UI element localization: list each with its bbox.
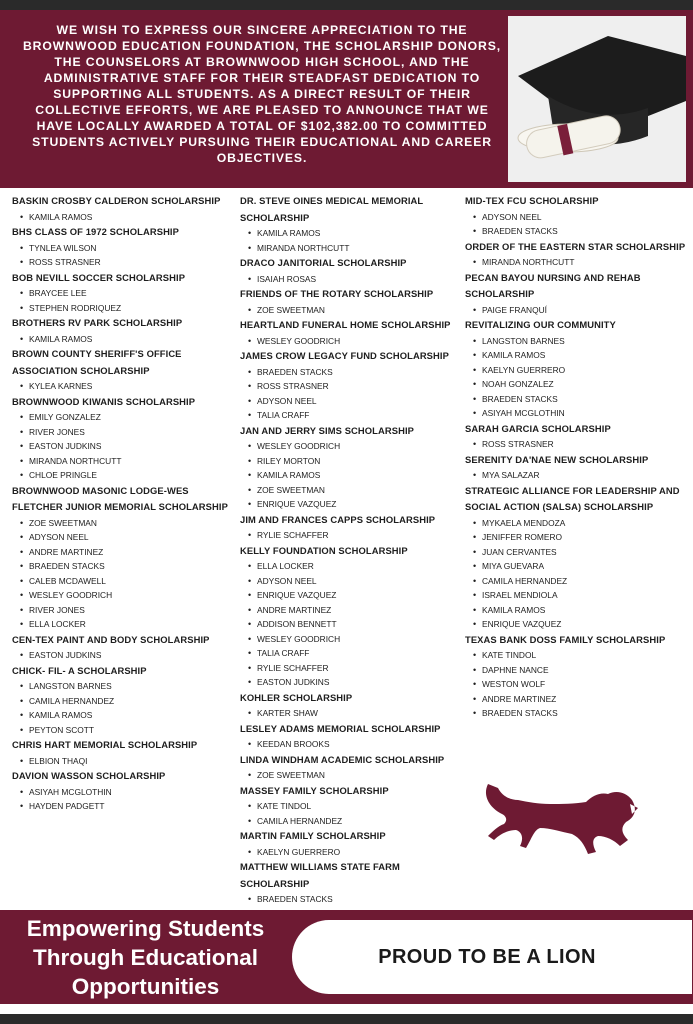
recipient-name: • WESLEY GOODRICH [248,334,460,349]
scholarship-name: MASSEY FAMILY SCHOLARSHIP [240,784,389,796]
scholarship-name: BROWNWOOD KIWANIS SCHOLARSHIP [12,395,196,407]
scholarship-name: REVITALIZING OUR COMMUNITY [465,319,616,330]
recipient-name: • NOAH GONZALEZ [473,377,691,392]
scholarship-name: LESLEY ADAMS MEMORIAL SCHOLARSHIP [240,722,441,734]
recipient-name: • STEPHEN RODRIQUEZ [20,301,234,316]
recipient-name: • MYKAELA MENDOZA [473,516,691,531]
header-banner [0,10,693,188]
recipient-list [12,286,234,315]
recipient-list [12,785,234,814]
recipient-name: • ISRAEL MENDIOLA [473,588,691,603]
recipient-name: • MIRANDA NORTHCUTT [248,241,460,256]
scholarship-name: MATTHEW WILLIAMS STATE FARM SCHOLARSHIP [240,861,400,889]
recipient-name: • KAELYN GUERRERO [473,363,691,378]
recipient-list [240,365,460,423]
recipient-name: • ZOE SWEETMAN [248,303,460,318]
recipient-name: • PAIGE FRANQUÍ [473,303,691,318]
recipient-name: • ADYSON NEEL [248,394,460,409]
recipient-name: • KAELYN GUERRERO [248,845,460,860]
recipient-name: • KAMILA RAMOS [248,226,460,241]
recipient-name: • ZOE SWEETMAN [248,768,460,783]
recipient-list [240,439,460,512]
recipient-list [240,737,460,752]
appreciation-text: WE WISH TO EXPRESS OUR SINCERE APPRECIATION TO THE BROWNWOOD EDUCATION FOUNDATION, THE SCHOLARSHIP DONORS, THE COUNSELORS AT BROWNWOOD HIGH SCHOOL, AND THE ADMINISTRATIVE STAFF FOR THEIR STEADFAST DEDICATION TO SUPPORTING ALL STUDENTS. AS A DIRECT RESULT OF THEIR COLLECTIVE EFFORTS, WE ARE PLEASED TO ANNOUNCE THAT WE HAVE LOCALLY AWARDED A TOTAL OF $102,382.00 TO COMMITTED STUDENTS ACTIVELY PURSUING THEIR EDUCATIONAL AND CAREER OBJECTIVES. [22,23,502,165]
recipient-name: • EASTON JUDKINS [248,675,460,690]
recipient-name: • ROSS STRASNER [473,437,691,452]
recipient-list [12,410,234,483]
recipient-list [465,210,691,239]
recipient-list [240,706,460,721]
recipient-name: • WESLEY GOODRICH [248,439,460,454]
scholarship-column-3 [465,193,691,721]
recipient-name: • TALIA CRAFF [248,646,460,661]
recipient-name: • PEYTON SCOTT [20,723,234,738]
recipient-list [240,892,460,907]
recipient-name: • KARTER SHAW [248,706,460,721]
scholarship-name: JIM AND FRANCES CAPPS SCHOLARSHIP [240,513,436,525]
scholarship-name: CHICK- FIL- A SCHOLARSHIP [12,664,147,676]
recipient-name: • ADYSON NEEL [20,530,234,545]
recipient-name: • ENRIQUE VAZQUEZ [473,617,691,632]
recipient-name: • ELBION THAQI [20,754,234,769]
recipient-list [240,768,460,783]
recipient-name: • ISAIAH ROSAS [248,272,460,287]
recipient-name: • ASIYAH MCGLOTHIN [473,406,691,421]
recipient-name: • TYNLEA WILSON [20,241,234,256]
recipient-name: • BRAEDEN STACKS [473,706,691,721]
recipient-name: • ADYSON NEEL [473,210,691,225]
recipient-list [12,754,234,769]
footer-banner [0,910,693,1004]
recipient-list [240,845,460,860]
recipient-name: • CALEB MCDAWELL [20,574,234,589]
scholarship-name: BROWN COUNTY SHERIFF'S OFFICE ASSOCIATION SCHOLARSHIP [12,348,182,376]
recipient-name: • JENIFFER ROMERO [473,530,691,545]
recipient-list [12,516,234,632]
graduation-photo [508,16,686,182]
graduation-cap-icon [508,16,686,182]
recipient-name: • KAMILA RAMOS [20,210,234,225]
recipient-name: • LANGSTON BARNES [20,679,234,694]
recipient-name: • BRAEDEN STACKS [473,392,691,407]
recipient-name: • KAMILA RAMOS [20,332,234,347]
scholarship-name: DAVION WASSON SCHOLARSHIP [12,770,166,781]
recipient-name: • LANGSTON BARNES [473,334,691,349]
recipient-name: • ZOE SWEETMAN [248,483,460,498]
recipient-list [465,255,691,270]
recipient-list [12,332,234,347]
recipient-name: • ZOE SWEETMAN [20,516,234,531]
scholarship-name: SARAH GARCIA SCHOLARSHIP [465,422,611,434]
recipient-name: • EASTON JUDKINS [20,648,234,663]
recipient-name: • HAYDEN PADGETT [20,799,234,814]
recipient-name: • ANDRE MARTINEZ [248,603,460,618]
scholarship-name: CEN-TEX PAINT AND BODY SCHOLARSHIP [12,633,210,645]
recipient-list [12,379,234,394]
recipient-name: • ASIYAH MCGLOTHIN [20,785,234,800]
recipient-list [240,303,460,318]
footer-title: Empowering Students Through Educational Opportunities [26,916,265,999]
scholarship-name: CHRIS HART MEMORIAL SCHOLARSHIP [12,739,198,750]
proud-lion-badge [292,920,692,994]
recipient-name: • RYLIE SCHAFFER [248,661,460,676]
scholarship-name: BASKIN CROSBY CALDERON SCHOLARSHIP [12,195,221,206]
scholarship-column-1 [12,193,234,814]
recipient-name: • KEEDAN BROOKS [248,737,460,752]
scholarship-name: SERENITY DA'NAE NEW SCHOLARSHIP [465,453,649,465]
scholarship-name: TEXAS BANK DOSS FAMILY SCHOLARSHIP [465,633,666,645]
scholarship-name: FRIENDS OF THE ROTARY SCHOLARSHIP [240,288,434,299]
scholarship-name: MARTIN FAMILY SCHOLARSHIP [240,830,386,841]
recipient-list [240,559,460,690]
scholarship-name: BROTHERS RV PARK SCHOLARSHIP [12,317,183,328]
recipient-name: • BRAEDEN STACKS [473,224,691,239]
recipient-name: • EASTON JUDKINS [20,439,234,454]
scholarship-name: JAN AND JERRY SIMS SCHOLARSHIP [240,424,415,436]
recipient-name: • RIVER JONES [20,603,234,618]
recipient-name: • BRAEDEN STACKS [248,365,460,380]
recipient-list [465,334,691,421]
scholarship-name: MID-TEX FCU SCHOLARSHIP [465,195,599,206]
recipient-list [465,516,691,632]
recipient-name: • KAMILA RAMOS [20,708,234,723]
recipient-name: • ADDISON BENNETT [248,617,460,632]
recipient-name: • MYA SALAZAR [473,468,691,483]
recipient-name: • KYLEA KARNES [20,379,234,394]
recipient-name: • KAMILA RAMOS [248,468,460,483]
lion-icon [480,774,640,874]
scholarship-name: BHS CLASS OF 1972 SCHOLARSHIP [12,226,179,237]
scholarship-name: JAMES CROW LEGACY FUND SCHOLARSHIP [240,350,449,361]
recipient-name: • WESLEY GOODRICH [248,632,460,647]
scholarship-name: HEARTLAND FUNERAL HOME SCHOLARSHIP [240,319,451,330]
recipient-name: • ELLA LOCKER [20,617,234,632]
recipient-name: • BRAEDEN STACKS [248,892,460,907]
recipient-name: • JUAN CERVANTES [473,545,691,560]
scholarship-column-2 [240,193,460,907]
recipient-name: • MIRANDA NORTHCUTT [473,255,691,270]
recipient-list [240,272,460,287]
recipient-name: • ADYSON NEEL [248,574,460,589]
recipient-name: • ELLA LOCKER [248,559,460,574]
recipient-list [465,468,691,483]
recipient-name: • RIVER JONES [20,425,234,440]
scholarship-name: KOHLER SCHOLARSHIP [240,691,353,703]
recipient-name: • EMILY GONZALEZ [20,410,234,425]
recipient-list [465,303,691,318]
recipient-name: • BRAEDEN STACKS [20,559,234,574]
recipient-list [12,648,234,663]
recipient-name: • CAMILA HERNANDEZ [20,694,234,709]
recipient-list [240,799,460,828]
recipient-name: • CHLOE PRINGLE [20,468,234,483]
recipient-name: • MIYA GUEVARA [473,559,691,574]
recipient-name: • KATE TINDOL [473,648,691,663]
scholarship-name: LINDA WINDHAM ACADEMIC SCHOLARSHIP [240,753,445,765]
recipient-name: • ENRIQUE VAZQUEZ [248,588,460,603]
recipient-name: • CAMILA HERNANDEZ [473,574,691,589]
recipient-name: • ROSS STRASNER [248,379,460,394]
recipient-name: • KAMILA RAMOS [473,603,691,618]
recipient-name: • WESTON WOLF [473,677,691,692]
recipient-name: • TALIA CRAFF [248,408,460,423]
scholarship-name: KELLY FOUNDATION SCHOLARSHIP [240,544,408,556]
recipient-name: • ANDRE MARTINEZ [473,692,691,707]
recipient-name: • ROSS STRASNER [20,255,234,270]
recipient-name: • WESLEY GOODRICH [20,588,234,603]
scholarship-name: BOB NEVILL SOCCER SCHOLARSHIP [12,271,186,283]
recipient-name: • BRAYCEE LEE [20,286,234,301]
recipient-list [12,241,234,270]
recipient-list [12,679,234,737]
scholarship-name: STRATEGIC ALLIANCE FOR LEADERSHIP AND SOCIAL ACTION (SALSA) SCHOLARSHIP [465,484,680,512]
recipient-list [240,528,460,543]
scholarship-name: DR. STEVE OINES MEDICAL MEMORIAL SCHOLARSHIP [240,195,424,223]
recipient-name: • ANDRE MARTINEZ [20,545,234,560]
scholarship-name: DRACO JANITORIAL SCHOLARSHIP [240,257,407,268]
recipient-name: • CAMILA HERNANDEZ [248,814,460,829]
scholarship-name: BROWNWOOD MASONIC LODGE-WES FLETCHER JUNIOR MEMORIAL SCHOLARSHIP [12,484,228,512]
recipient-name: • KATE TINDOL [248,799,460,814]
scholarship-name: PECAN BAYOU NURSING AND REHAB SCHOLARSHIP [465,271,641,299]
scholarship-name: ORDER OF THE EASTERN STAR SCHOLARSHIP [465,240,686,252]
recipient-list [240,226,460,255]
recipient-name: • ENRIQUE VAZQUEZ [248,497,460,512]
recipient-name: • RILEY MORTON [248,454,460,469]
flyer-page [0,10,693,1014]
recipient-list [240,334,460,349]
recipient-name: • MIRANDA NORTHCUTT [20,454,234,469]
recipient-name: • RYLIE SCHAFFER [248,528,460,543]
proud-lion-text: PROUD TO BE A LION [378,945,596,968]
recipient-list [465,648,691,721]
recipient-list [12,210,234,225]
recipient-list [465,437,691,452]
recipient-name: • DAPHNE NANCE [473,663,691,678]
recipient-name: • KAMILA RAMOS [473,348,691,363]
